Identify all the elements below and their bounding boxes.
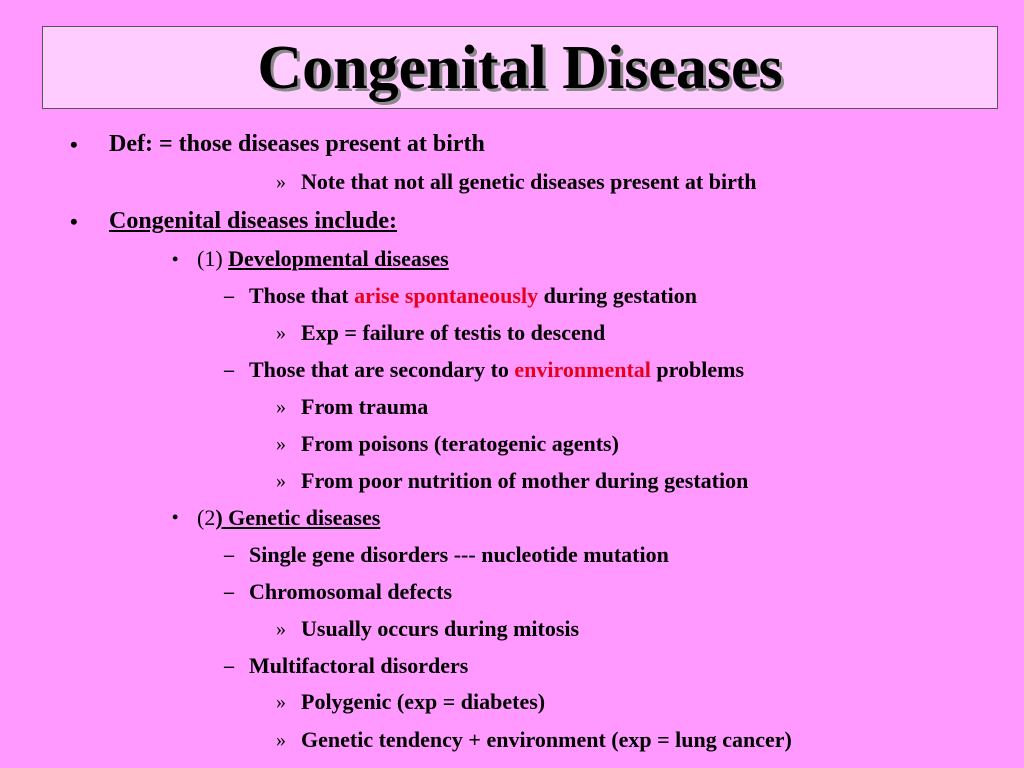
bullet-marker: • [172, 249, 179, 269]
definition-text: Def: = those diseases present at birth [109, 131, 485, 157]
note-line [301, 171, 756, 193]
mitosis-line [301, 618, 579, 640]
testis-text: Exp = failure of testis to descend [301, 320, 606, 345]
dash-marker: – [224, 655, 234, 677]
nutrition-line [301, 470, 748, 492]
raquo-marker: » [276, 470, 286, 492]
include-line [109, 209, 397, 233]
trauma-text: From trauma [301, 394, 429, 419]
dash-marker: – [224, 359, 234, 381]
include-text: Congenital diseases include: [109, 208, 398, 234]
raquo-marker: » [276, 618, 286, 640]
spontaneous-prefix: Those that [249, 283, 355, 308]
genetic-line [197, 507, 380, 529]
chromosomal-text: Chromosomal defects [249, 579, 453, 604]
note-text: Note that not all genetic diseases present at birth [301, 169, 757, 194]
bullet-marker: • [172, 507, 179, 527]
tendency-text: Genetic tendency + environment (exp = lung cancer) [301, 727, 792, 752]
environmental-suffix: problems [650, 357, 745, 382]
tendency-line [301, 729, 792, 751]
environmental-line [249, 359, 744, 381]
single-gene-text: Single gene disorders --- nucleotide mutation [249, 542, 669, 567]
multifactoral-line [249, 655, 468, 677]
multifactoral-text: Multifactoral disorders [249, 653, 469, 678]
nutrition-text: From poor nutrition of mother during gestation [301, 468, 749, 493]
developmental-number: (1) [197, 246, 229, 271]
definition-line [109, 132, 485, 156]
raquo-marker: » [276, 322, 286, 344]
title-box [42, 26, 998, 109]
mitosis-text: Usually occurs during mitosis [301, 616, 580, 641]
trauma-line [301, 396, 428, 418]
raquo-marker: » [276, 171, 286, 193]
dash-marker: – [224, 544, 234, 566]
raquo-marker: » [276, 729, 286, 751]
dash-marker: – [224, 581, 234, 603]
slide-title: Congenital Diseases [257, 33, 783, 102]
raquo-marker: » [276, 396, 286, 418]
bullet-marker: • [70, 209, 78, 234]
genetic-label: ) Genetic diseases [215, 505, 381, 530]
chromosomal-line [249, 581, 452, 603]
spontaneous-suffix: during gestation [538, 283, 698, 308]
poisons-text: From poisons (teratogenic agents) [301, 431, 619, 456]
developmental-label: Developmental diseases [228, 246, 449, 271]
genetic-number: (2 [197, 505, 216, 530]
testis-line [301, 322, 605, 344]
spontaneous-line [249, 285, 697, 307]
bullet-marker: • [70, 132, 78, 157]
polygenic-text: Polygenic (exp = diabetes) [301, 689, 546, 714]
spontaneous-highlight: arise spontaneously [354, 283, 539, 308]
poisons-line [301, 433, 619, 455]
environmental-prefix: Those that are secondary to [249, 357, 515, 382]
polygenic-line [301, 691, 545, 713]
environmental-highlight: environmental [514, 357, 651, 382]
raquo-marker: » [276, 691, 286, 713]
raquo-marker: » [276, 433, 286, 455]
dash-marker: – [224, 285, 234, 307]
single-gene-line [249, 544, 669, 566]
developmental-line [197, 248, 449, 270]
